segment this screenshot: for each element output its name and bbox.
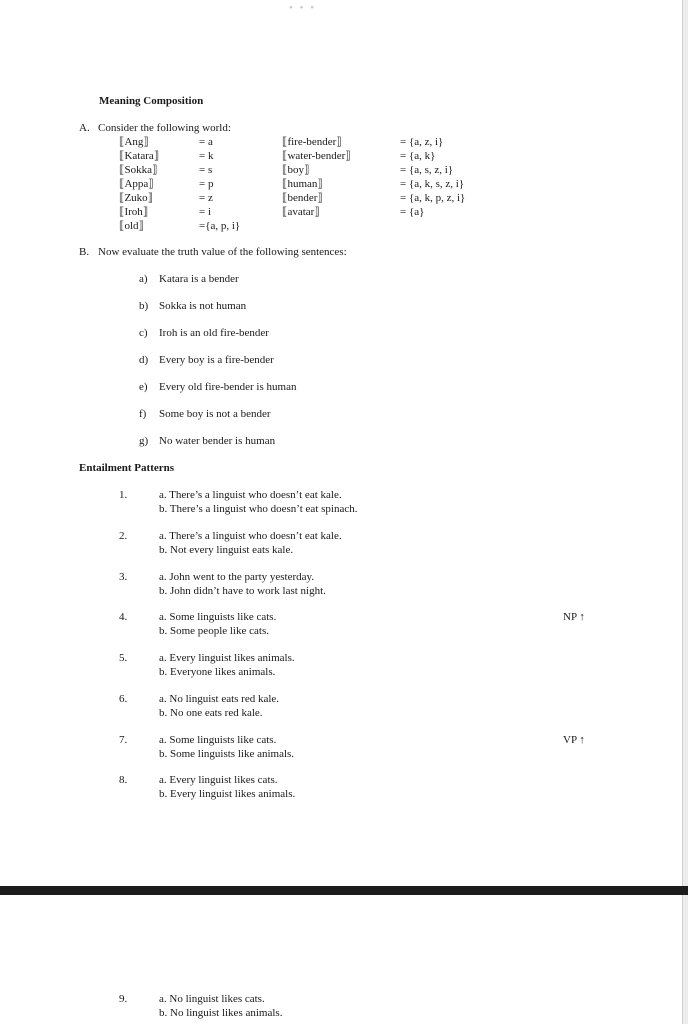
monotonicity-tag: VP ↑ <box>563 734 585 746</box>
world-row <box>119 150 519 164</box>
entity-name: ⟦Appa⟧ <box>119 178 154 190</box>
predicate-set: = {a, k, p, z, i} <box>400 192 466 204</box>
sentence-text: Some boy is not a bender <box>159 408 271 420</box>
world-row <box>119 192 519 206</box>
entailment-item <box>119 489 599 519</box>
sentence-item <box>139 300 246 313</box>
entity-value: = s <box>199 164 213 176</box>
item-number: 2. <box>119 530 128 542</box>
monotonicity-tag: NP ↑ <box>563 611 585 623</box>
entailment-item <box>119 530 599 560</box>
entailment-item <box>119 571 599 601</box>
sentence-label: d) <box>139 354 149 366</box>
sentence-label: e) <box>139 381 148 393</box>
item-number: 9. <box>119 993 128 1005</box>
item-number: 3. <box>119 571 128 583</box>
entailment-item <box>119 734 599 764</box>
sentence-text: Sokka is not human <box>159 300 247 312</box>
entailment-item <box>119 993 599 1023</box>
world-row <box>119 220 519 234</box>
entity-value: ={a, p, i} <box>199 220 241 232</box>
predicate-set: = {a, k} <box>400 150 436 162</box>
page-edge <box>682 0 688 886</box>
entity-name: ⟦old⟧ <box>119 220 144 232</box>
item-number: 1. <box>119 489 128 501</box>
part-a-label: A. <box>79 122 90 134</box>
conclusion-sentence: b. John didn’t have to work last night. <box>159 585 326 597</box>
predicate-name: ⟦water-bender⟧ <box>282 150 351 162</box>
sentence-text: Katara is a bender <box>159 273 239 285</box>
sentence-label: a) <box>139 273 148 285</box>
conclusion-sentence: b. Some linguists like animals. <box>159 748 295 760</box>
entity-name: ⟦Sokka⟧ <box>119 164 158 176</box>
predicate-name: ⟦fire-bender⟧ <box>282 136 342 148</box>
section-title-entailment: Entailment Patterns <box>79 462 175 474</box>
entailment-item <box>119 652 599 682</box>
conclusion-sentence: b. No linguist likes animals. <box>159 1007 283 1019</box>
conclusion-sentence: b. Some people like cats. <box>159 625 269 637</box>
entity-name: ⟦Ang⟧ <box>119 136 149 148</box>
predicate-set: = {a, z, i} <box>400 136 444 148</box>
sentence-text: Iroh is an old fire-bender <box>159 327 269 339</box>
sentence-item <box>139 408 271 421</box>
item-number: 7. <box>119 734 128 746</box>
premise-sentence: a. There’s a linguist who doesn’t eat kale. <box>159 530 342 542</box>
world-row <box>119 164 519 178</box>
predicate-set: = {a, k, s, z, i} <box>400 178 465 190</box>
sentence-item <box>139 381 296 394</box>
predicate-set: = {a} <box>400 206 425 218</box>
sentence-text: Every boy is a fire-bender <box>159 354 274 366</box>
item-number: 5. <box>119 652 128 664</box>
predicate-name: ⟦bender⟧ <box>282 192 323 204</box>
entity-name: ⟦Zuko⟧ <box>119 192 154 204</box>
predicate-name: ⟦boy⟧ <box>282 164 310 176</box>
predicate-set: = {a, s, z, i} <box>400 164 454 176</box>
entity-name: ⟦Iroh⟧ <box>119 206 149 218</box>
conclusion-sentence: b. There’s a linguist who doesn’t eat spinach. <box>159 503 358 515</box>
conclusion-sentence: b. No one eats red kale. <box>159 707 263 719</box>
sentence-item <box>139 273 239 286</box>
conclusion-sentence: b. Every linguist likes animals. <box>159 788 296 800</box>
window-dots: • • • <box>289 2 317 14</box>
part-b-text: Now evaluate the truth value of the following sentences: <box>98 246 347 258</box>
entity-value: = z <box>199 192 213 204</box>
sentence-item <box>139 354 274 367</box>
item-number: 8. <box>119 774 128 786</box>
item-number: 6. <box>119 693 128 705</box>
entailment-item <box>119 693 599 723</box>
world-row <box>119 136 519 150</box>
sentence-label: c) <box>139 327 148 339</box>
conclusion-sentence: b. Not every linguist eats kale. <box>159 544 294 556</box>
premise-sentence: a. Some linguists like cats. <box>159 611 277 623</box>
sentence-label: g) <box>139 435 149 447</box>
predicate-name: ⟦human⟧ <box>282 178 323 190</box>
sentence-text: Every old fire-bender is human <box>159 381 297 393</box>
sentence-text: No water bender is human <box>159 435 276 447</box>
premise-sentence: a. Every linguist likes cats. <box>159 774 278 786</box>
sentence-label: f) <box>139 408 147 420</box>
entailment-item <box>119 774 599 804</box>
page-edge <box>682 895 688 1024</box>
entity-name: ⟦Katara⟧ <box>119 150 160 162</box>
world-row <box>119 206 519 220</box>
premise-sentence: a. John went to the party yesterday. <box>159 571 315 583</box>
premise-sentence: a. There’s a linguist who doesn’t eat kale. <box>159 489 342 501</box>
premise-sentence: a. No linguist likes cats. <box>159 993 265 1005</box>
sentence-item <box>139 327 269 340</box>
entity-value: = p <box>199 178 214 190</box>
entity-value: = a <box>199 136 213 148</box>
section-title-meaning: Meaning Composition <box>99 95 204 107</box>
predicate-name: ⟦avatar⟧ <box>282 206 320 218</box>
sentence-item <box>139 435 275 448</box>
part-a-text: Consider the following world: <box>98 122 231 134</box>
premise-sentence: a. No linguist eats red kale. <box>159 693 280 705</box>
world-row <box>119 178 519 192</box>
entity-value: = k <box>199 150 214 162</box>
item-number: 4. <box>119 611 128 623</box>
entity-value: = i <box>199 206 212 218</box>
conclusion-sentence: b. Everyone likes animals. <box>159 666 276 678</box>
page-divider <box>0 886 688 895</box>
premise-sentence: a. Some linguists like cats. <box>159 734 277 746</box>
part-b-label: B. <box>79 246 90 258</box>
premise-sentence: a. Every linguist likes animals. <box>159 652 295 664</box>
entailment-item <box>119 611 599 641</box>
sentence-label: b) <box>139 300 149 312</box>
